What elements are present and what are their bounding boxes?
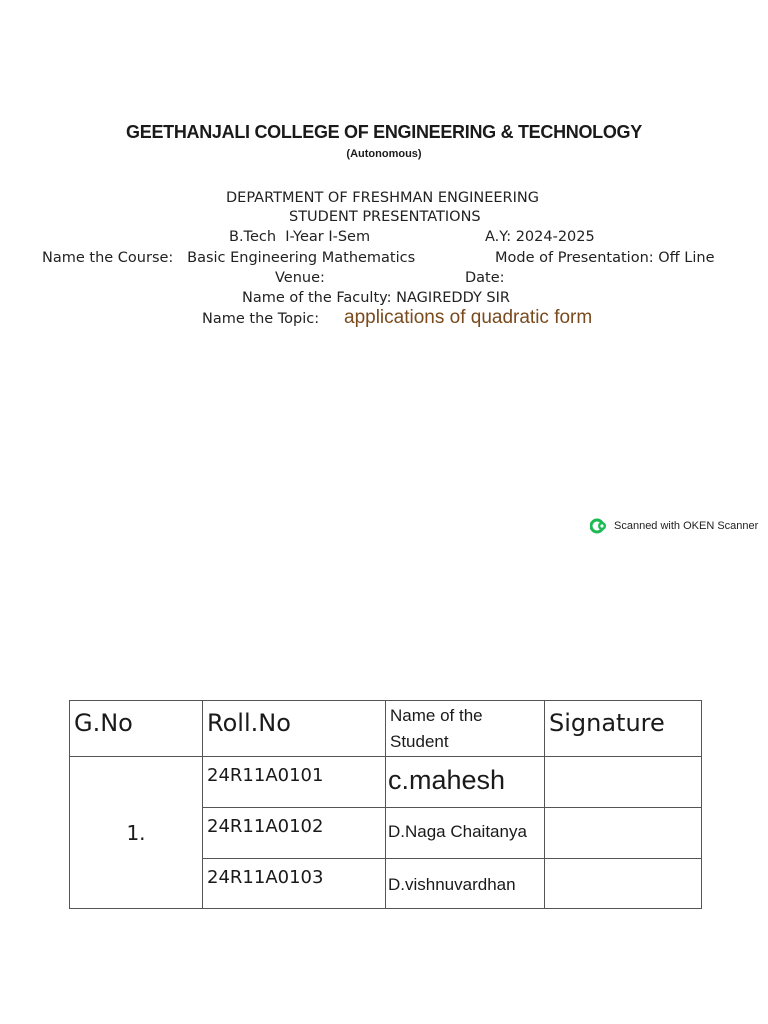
header-gno: G.No xyxy=(70,701,203,757)
scanner-watermark xyxy=(590,518,758,534)
date-label: Date: xyxy=(465,270,505,286)
mode-line: Mode of Presentation: Off Line xyxy=(495,250,715,266)
faculty-line: Name of the Faculty: NAGIREDDY SIR xyxy=(242,290,510,306)
scanner-text: Scanned with OKEN Scanner xyxy=(614,520,759,532)
scanner-logo-icon xyxy=(590,518,608,534)
student-name: D.vishnuvardhan xyxy=(386,859,545,909)
table-row xyxy=(70,757,702,808)
roll-number: 24R11A0102 xyxy=(203,808,386,859)
college-name: GEETHANJALI COLLEGE OF ENGINEERING & TECHNOLOGY xyxy=(126,122,642,142)
table-header-row xyxy=(70,701,702,757)
signature-cell xyxy=(545,859,702,909)
student-table xyxy=(69,700,702,909)
presentations-line: STUDENT PRESENTATIONS xyxy=(289,209,481,225)
signature-cell xyxy=(545,757,702,808)
academic-year: A.Y: 2024-2025 xyxy=(485,229,595,245)
program-line: B.Tech I-Year I-Sem xyxy=(229,229,371,245)
header-student-name: Name of the Student xyxy=(386,701,545,757)
roll-number: 24R11A0101 xyxy=(203,757,386,808)
group-number: 1. xyxy=(70,757,203,909)
signature-cell xyxy=(545,808,702,859)
topic-value: applications of quadratic form xyxy=(344,307,593,328)
department-line: DEPARTMENT OF FRESHMAN ENGINEERING xyxy=(226,190,539,206)
course-line: Name the Course: Basic Engineering Mathematics xyxy=(42,250,416,266)
student-name: D.Naga Chaitanya xyxy=(386,808,545,859)
header-rollno: Roll.No xyxy=(203,701,386,757)
header-signature: Signature xyxy=(545,701,702,757)
autonomous-label: (Autonomous) xyxy=(346,148,422,160)
roll-number: 24R11A0103 xyxy=(203,859,386,909)
topic-label: Name the Topic: xyxy=(202,311,320,327)
student-name: c.mahesh xyxy=(386,757,545,808)
venue-label: Venue: xyxy=(275,270,325,286)
